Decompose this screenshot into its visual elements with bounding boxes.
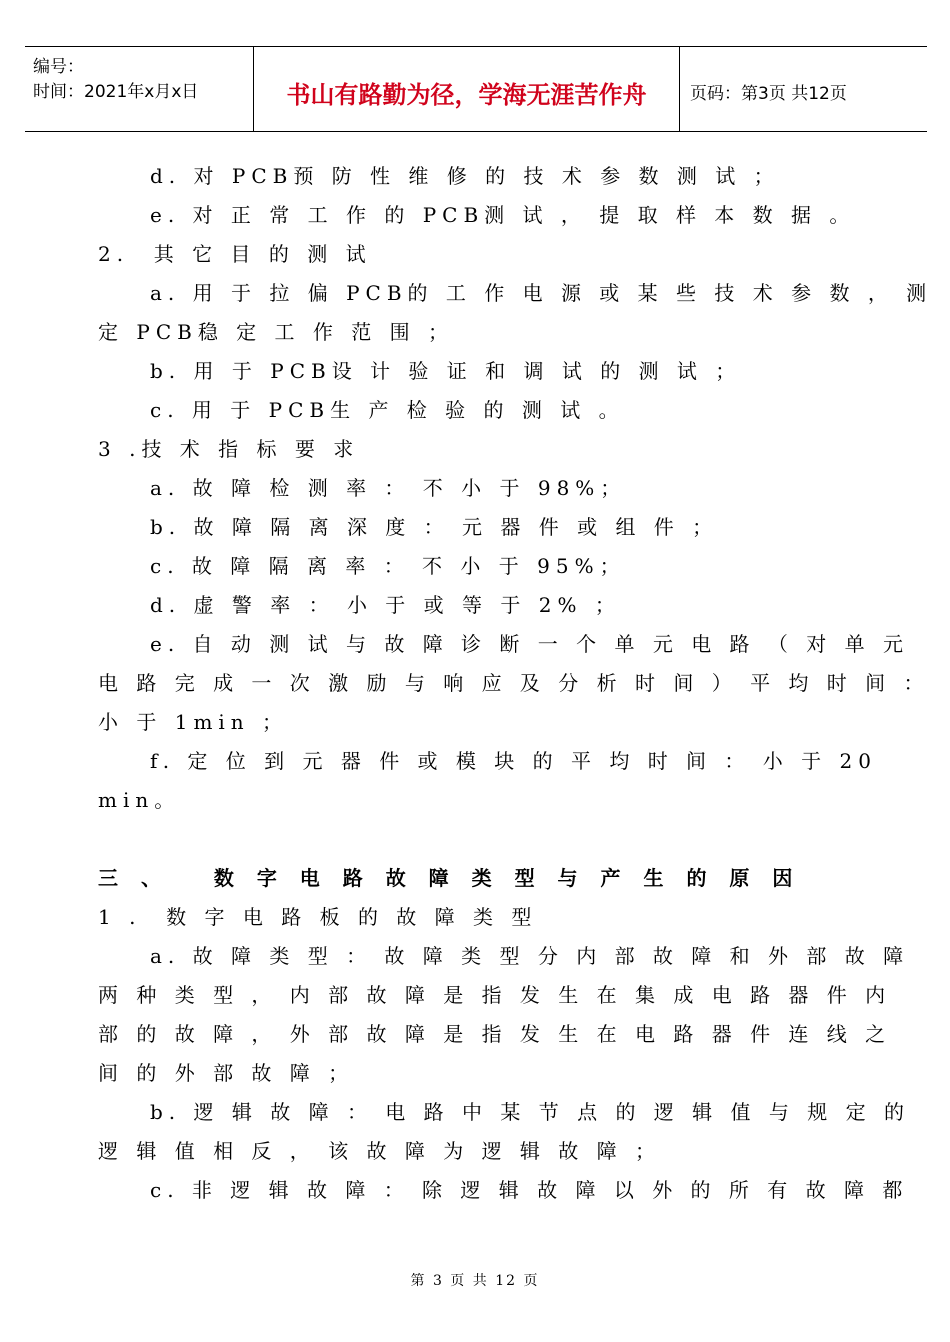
text-line: f. 定 位 到 元 器 件 或 模 块 的 平 均 时 间 ： 小 于 20 (150, 749, 877, 773)
text-line: b. 故 障 隔 离 深 度 ： 元 器 件 或 组 件 ； (150, 515, 719, 539)
text-line: 电 路 完 成 一 次 激 励 与 响 应 及 分 析 时 间 ） 平 均 时 间 ： (98, 671, 930, 695)
text-line: e. 对 正 常 工 作 的 PCB测 试 ， 提 取 样 本 数 据 。 (150, 203, 856, 227)
text-line: a. 故 障 类 型 ： 故 障 类 型 分 内 部 故 障 和 外 部 故 障 (150, 944, 910, 968)
section-heading: 三 、 数 字 电 路 故 障 类 型 与 产 生 的 原 因 (98, 866, 801, 890)
text-line: c. 非 逻 辑 故 障 ： 除 逻 辑 故 障 以 外 的 所 有 故 障 都 (150, 1178, 909, 1202)
header-page-code: 页码：第3页 共12页 (690, 84, 847, 104)
text-line: a. 用 于 拉 偏 PCB的 工 作 电 源 或 某 些 技 术 参 数 ， 测 (150, 281, 933, 305)
text-line: 3 .技 术 指 标 要 求 (98, 437, 360, 461)
text-line: 小 于 1min ； (98, 710, 289, 734)
header-meta (33, 55, 253, 105)
text-line: 1 . 数 字 电 路 板 的 故 障 类 型 (98, 905, 538, 929)
text-line: c. 故 障 隔 离 率 ： 不 小 于 95%； (150, 554, 626, 578)
page-footer: 第 3 页 共 12 页 (410, 1273, 540, 1289)
text-line: c. 用 于 PCB生 产 检 验 的 测 试 。 (150, 398, 625, 422)
text-line: e. 自 动 测 试 与 故 障 诊 断 一 个 单 元 电 路 （ 对 单 元 (150, 632, 909, 656)
text-line: a. 故 障 检 测 率 ： 不 小 于 98%； (150, 476, 627, 500)
text-line: d. 对 PCB预 防 性 维 修 的 技 术 参 数 测 试 ； (150, 164, 780, 188)
text-line: d. 虚 警 率 ： 小 于 或 等 于 2% ； (150, 593, 621, 617)
text-line: 部 的 故 障 ， 外 部 故 障 是 指 发 生 在 电 路 器 件 连 线 之 (98, 1022, 892, 1046)
document-date: 时间：2021年x月x日 (33, 82, 199, 102)
document-number-label: 编号： (33, 57, 84, 77)
text-line: b. 逻 辑 故 障 ： 电 路 中 某 节 点 的 逻 辑 值 与 规 定 的 (150, 1100, 910, 1124)
text-line: 间 的 外 部 故 障 ； (98, 1061, 355, 1085)
text-line: 定 PCB稳 定 工 作 范 围 ； (98, 320, 454, 344)
text-line: 2. 其 它 目 的 测 试 (98, 242, 372, 266)
header-divider (679, 47, 680, 131)
text-line: 逻 辑 值 相 反 ， 该 故 障 为 逻 辑 故 障 ； (98, 1139, 662, 1163)
header-motto: 书山有路勤为径，学海无涯苦作舟 (286, 81, 647, 109)
text-line: b. 用 于 PCB设 计 验 证 和 调 试 的 测 试 ； (150, 359, 742, 383)
page-header (25, 46, 927, 132)
text-line: 两 种 类 型 ， 内 部 故 障 是 指 发 生 在 集 成 电 路 器 件 内 (98, 983, 892, 1007)
text-line: min。 (98, 788, 181, 812)
